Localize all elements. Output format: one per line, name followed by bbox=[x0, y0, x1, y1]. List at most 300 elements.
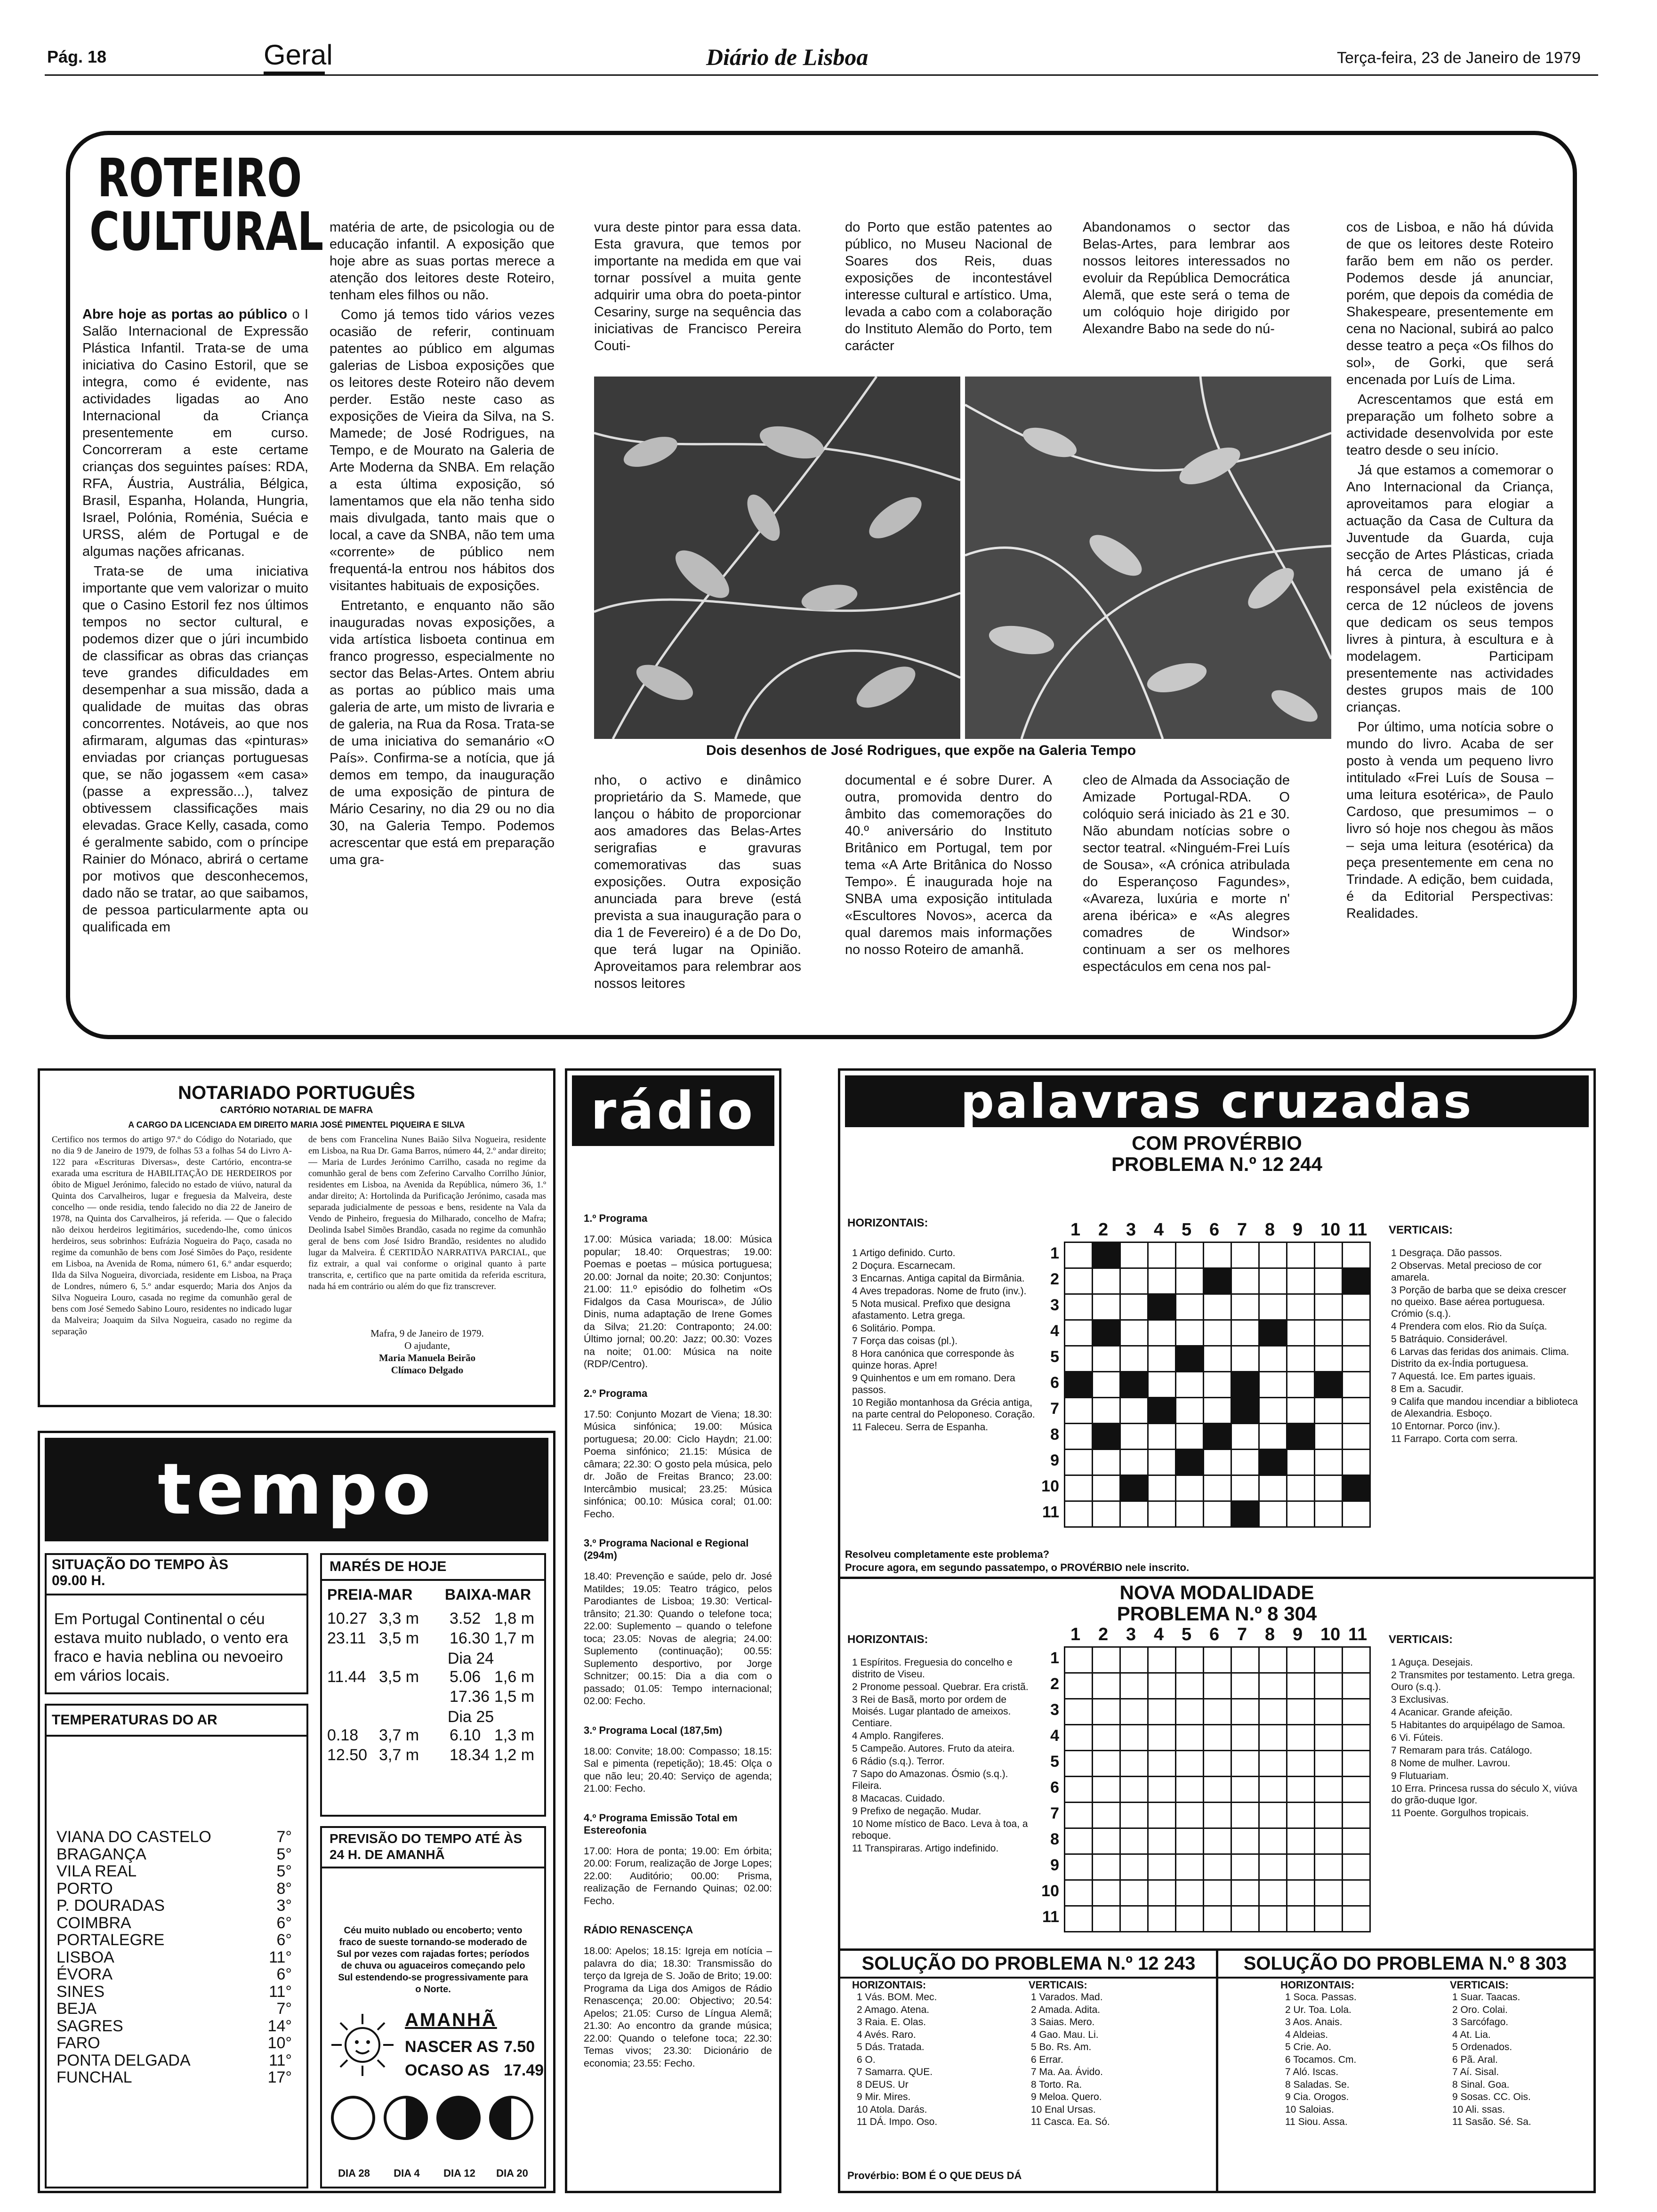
grid-cell[interactable] bbox=[1287, 1268, 1315, 1294]
roteiro-col3-top: vura deste pintor para essa data. Esta gravura, que temos por importante na medida em que vai tornar possível a muita gente adquirir uma obra do poeta-pintor Cesariny, surge na sequência das iniciativas de Francisco Pereira Couti- bbox=[594, 220, 801, 353]
grid-cell[interactable] bbox=[1204, 1906, 1231, 1932]
grid-cell[interactable] bbox=[1065, 1699, 1093, 1725]
grid-cell[interactable] bbox=[1287, 1294, 1315, 1320]
grid-block bbox=[1176, 1346, 1204, 1372]
preia-mar-label: PREIA-MAR bbox=[327, 1586, 413, 1603]
clue-item: 2 Amada. Adita. bbox=[1031, 2004, 1101, 2015]
grid-cell[interactable] bbox=[1093, 1450, 1120, 1475]
grid-cell[interactable] bbox=[1065, 1725, 1093, 1751]
grid-cell[interactable] bbox=[1148, 1268, 1176, 1294]
grid-cell[interactable] bbox=[1315, 1725, 1343, 1751]
grid-cell[interactable] bbox=[1315, 1906, 1343, 1932]
grid-cell[interactable] bbox=[1231, 1346, 1259, 1372]
grid-cell[interactable] bbox=[1176, 1751, 1204, 1777]
grid-cell[interactable] bbox=[1343, 1501, 1370, 1527]
grid-cell[interactable] bbox=[1259, 1725, 1287, 1751]
grid-cell[interactable] bbox=[1065, 1803, 1093, 1828]
grid-cell[interactable] bbox=[1065, 1346, 1093, 1372]
grid-cell[interactable] bbox=[1176, 1828, 1204, 1854]
clue-item: 9 Flutuariam. bbox=[1391, 1771, 1449, 1781]
grid-cell[interactable] bbox=[1231, 1268, 1259, 1294]
p1-grid[interactable] bbox=[1064, 1242, 1371, 1528]
grid-cell[interactable] bbox=[1065, 1854, 1093, 1880]
grid-cell[interactable] bbox=[1204, 1346, 1231, 1372]
grid-cell[interactable] bbox=[1176, 1398, 1204, 1424]
grid-cell[interactable] bbox=[1231, 1777, 1259, 1803]
grid-cell[interactable] bbox=[1231, 1725, 1259, 1751]
temperature-row bbox=[56, 1949, 297, 1966]
grid-cell[interactable] bbox=[1231, 1424, 1259, 1450]
grid-column-number: 5 bbox=[1182, 1220, 1192, 1240]
ocaso-value: 17.49 bbox=[504, 2061, 544, 2079]
grid-cell[interactable] bbox=[1120, 1828, 1148, 1854]
grid-cell[interactable] bbox=[1148, 1803, 1176, 1828]
ocaso-label: OCASO AS bbox=[405, 2061, 490, 2079]
grid-cell[interactable] bbox=[1231, 1673, 1259, 1699]
proverbio: Provérbio: BOM É O QUE DEUS DÁ bbox=[847, 2170, 1022, 2181]
grid-cell[interactable] bbox=[1287, 1777, 1315, 1803]
grid-cell[interactable] bbox=[1343, 1294, 1370, 1320]
grid-cell[interactable] bbox=[1204, 1398, 1231, 1424]
p2-grid[interactable] bbox=[1064, 1646, 1371, 1932]
grid-cell[interactable] bbox=[1065, 1906, 1093, 1932]
grid-cell[interactable] bbox=[1065, 1501, 1093, 1527]
tide-low-time: 18.34 bbox=[450, 1746, 490, 1764]
grid-cell[interactable] bbox=[1148, 1242, 1176, 1268]
grid-cell[interactable] bbox=[1093, 1699, 1120, 1725]
grid-cell[interactable] bbox=[1259, 1501, 1287, 1527]
grid-cell[interactable] bbox=[1065, 1777, 1093, 1803]
grid-column-number: 6 bbox=[1209, 1220, 1220, 1240]
grid-cell[interactable] bbox=[1120, 1854, 1148, 1880]
clue-item: 9 Mir. Mires. bbox=[857, 2092, 911, 2102]
grid-cell[interactable] bbox=[1231, 1751, 1259, 1777]
clue-item: 7 Samarra. QUE. bbox=[857, 2067, 933, 2077]
grid-cell[interactable] bbox=[1259, 1346, 1287, 1372]
baixa-mar-label: BAIXA-MAR bbox=[445, 1586, 531, 1603]
notariado-subtitle2: A CARGO DA LICENCIADA EM DIREITO MARIA JOSÉ PIMENTEL PIQUEIRA E SILVA bbox=[128, 1120, 465, 1130]
grid-cell[interactable] bbox=[1315, 1346, 1343, 1372]
grid-row-number: 8 bbox=[1050, 1830, 1059, 1848]
grid-column-number: 6 bbox=[1209, 1625, 1220, 1644]
grid-cell[interactable] bbox=[1315, 1880, 1343, 1906]
grid-cell[interactable] bbox=[1287, 1699, 1315, 1725]
grid-cell[interactable] bbox=[1315, 1268, 1343, 1294]
grid-cell[interactable] bbox=[1315, 1673, 1343, 1699]
grid-row-number: 5 bbox=[1050, 1753, 1059, 1771]
clue-item: 9 Cia. Orogos. bbox=[1285, 2092, 1349, 2102]
grid-cell[interactable] bbox=[1231, 1906, 1259, 1932]
temperature-value: 11° bbox=[269, 1948, 292, 1966]
radio-program-text: 18.00: Apelos; 18.15: Igreja em notícia – palavra do dia; 18.30: Transmissão do terço da Igreja de S. João de Brito; 19.00: Programa da Liga dos Amigos de Rádio Renascença; 20.00: Objectivo; 20.54: Apelos; 21.05: Curso de Língua Alemã; 21.30: Ao encontro da grande música; 22.00: Quando o telefone toca; 22.30: Temas vivos; 23.30: Dicionário de economia; 23.55: Fecho. bbox=[584, 1945, 772, 2069]
grid-cell[interactable] bbox=[1148, 1854, 1176, 1880]
grid-cell[interactable] bbox=[1343, 1699, 1370, 1725]
notariado-signature bbox=[308, 1327, 546, 1376]
temperature-value: 10° bbox=[267, 2034, 292, 2052]
grid-block bbox=[1231, 1501, 1259, 1527]
grid-cell[interactable] bbox=[1259, 1398, 1287, 1424]
grid-cell[interactable] bbox=[1259, 1906, 1287, 1932]
grid-cell[interactable] bbox=[1315, 1803, 1343, 1828]
grid-cell[interactable] bbox=[1231, 1450, 1259, 1475]
grid-cell[interactable] bbox=[1065, 1880, 1093, 1906]
temperature-value: 5° bbox=[276, 1845, 292, 1863]
grid-cell[interactable] bbox=[1093, 1725, 1120, 1751]
p2-vertical-clues bbox=[1391, 1657, 1579, 1820]
radio-program-heading: RÁDIO RENASCENÇA bbox=[584, 1924, 693, 1936]
grid-cell[interactable] bbox=[1343, 1854, 1370, 1880]
grid-cell[interactable] bbox=[1315, 1320, 1343, 1346]
grid-cell[interactable] bbox=[1148, 1880, 1176, 1906]
radio-banner: rádio bbox=[572, 1075, 774, 1146]
grid-cell[interactable] bbox=[1176, 1803, 1204, 1828]
grid-cell[interactable] bbox=[1148, 1828, 1176, 1854]
tide-low-height: 1,7 m bbox=[494, 1629, 535, 1647]
grid-cell[interactable] bbox=[1259, 1647, 1287, 1673]
grid-cell[interactable] bbox=[1343, 1751, 1370, 1777]
grid-cell[interactable] bbox=[1343, 1906, 1370, 1932]
clue-item: 8 Em a. Sacudir. bbox=[1391, 1384, 1464, 1395]
grid-cell[interactable] bbox=[1343, 1828, 1370, 1854]
grid-cell[interactable] bbox=[1287, 1450, 1315, 1475]
grid-cell[interactable] bbox=[1204, 1294, 1231, 1320]
grid-cell[interactable] bbox=[1065, 1450, 1093, 1475]
sol1-v bbox=[1031, 1992, 1191, 2129]
grid-cell[interactable] bbox=[1120, 1880, 1148, 1906]
clue-item: 9 Califa que mandou incendiar a biblioteca de Alexandria. Esboço. bbox=[1391, 1396, 1578, 1419]
grid-cell[interactable] bbox=[1176, 1294, 1204, 1320]
grid-cell[interactable] bbox=[1065, 1398, 1093, 1424]
clue-item: 11 DÁ. Impo. Oso. bbox=[857, 2116, 938, 2127]
grid-cell[interactable] bbox=[1176, 1880, 1204, 1906]
grid-cell[interactable] bbox=[1093, 1906, 1120, 1932]
grid-cell[interactable] bbox=[1287, 1501, 1315, 1527]
grid-cell[interactable] bbox=[1204, 1372, 1231, 1398]
grid-cell[interactable] bbox=[1093, 1673, 1120, 1699]
grid-cell[interactable] bbox=[1315, 1424, 1343, 1450]
radio-program-heading: 4.º Programa Emissão Total em Estereofonia bbox=[584, 1811, 738, 1836]
grid-cell[interactable] bbox=[1315, 1294, 1343, 1320]
grid-cell[interactable] bbox=[1231, 1828, 1259, 1854]
grid-cell[interactable] bbox=[1176, 1725, 1204, 1751]
grid-cell[interactable] bbox=[1065, 1268, 1093, 1294]
tide-row bbox=[327, 1610, 544, 1629]
grid-cell[interactable] bbox=[1231, 1475, 1259, 1501]
grid-cell[interactable] bbox=[1287, 1475, 1315, 1501]
roteiro-col4-bottom: documental e é sobre Durer. A outra, promovida dentro do âmbito das comemorações do 40.º aniversário do Instituto Britânico em Portugal, tem por tema «A Arte Britânica do Nosso Tempo». É inaugurada hoje na SNBA uma exposição intitulada «Escultores Novos», acerca da qual daremos mais informações no nosso Roteiro de amanhã. bbox=[845, 773, 1052, 957]
grid-cell[interactable] bbox=[1120, 1242, 1148, 1268]
grid-cell[interactable] bbox=[1093, 1501, 1120, 1527]
clue-item: 3 Raia. E. Olas. bbox=[857, 2017, 926, 2028]
grid-row-number: 5 bbox=[1050, 1348, 1059, 1366]
grid-cell[interactable] bbox=[1315, 1242, 1343, 1268]
grid-cell[interactable] bbox=[1176, 1424, 1204, 1450]
grid-cell[interactable] bbox=[1093, 1372, 1120, 1398]
grid-cell[interactable] bbox=[1231, 1294, 1259, 1320]
grid-cell[interactable] bbox=[1204, 1880, 1231, 1906]
grid-cell[interactable] bbox=[1120, 1320, 1148, 1346]
grid-cell[interactable] bbox=[1120, 1647, 1148, 1673]
grid-cell[interactable] bbox=[1148, 1777, 1176, 1803]
grid-cell[interactable] bbox=[1065, 1647, 1093, 1673]
grid-cell[interactable] bbox=[1204, 1673, 1231, 1699]
grid-cell[interactable] bbox=[1148, 1647, 1176, 1673]
tide-low-height: 1,6 m bbox=[494, 1668, 535, 1686]
mares-rule bbox=[320, 1579, 546, 1581]
tide-low-height: 1,2 m bbox=[494, 1746, 535, 1764]
clue-item: 11 Poente. Gorgulhos tropicais. bbox=[1391, 1808, 1529, 1819]
grid-cell[interactable] bbox=[1176, 1673, 1204, 1699]
grid-cell[interactable] bbox=[1204, 1777, 1231, 1803]
header-rule bbox=[45, 74, 1598, 76]
previsao-text: Céu muito nublado ou encoberto; vento fraco de sueste tornando-se moderado de Sul por vezes com rajadas fortes; períodos de chuva ou aguaceiros começando pelo Sul estendendo-se progressivamente para o Norte. bbox=[337, 1925, 530, 1995]
grid-cell[interactable] bbox=[1204, 1475, 1231, 1501]
grid-cell[interactable] bbox=[1343, 1777, 1370, 1803]
temperature-city: PORTO bbox=[56, 1879, 113, 1898]
grid-cell[interactable] bbox=[1259, 1673, 1287, 1699]
grid-cell[interactable] bbox=[1120, 1294, 1148, 1320]
grid-cell[interactable] bbox=[1148, 1725, 1176, 1751]
grid-cell[interactable] bbox=[1259, 1242, 1287, 1268]
grid-cell[interactable] bbox=[1287, 1647, 1315, 1673]
grid-cell[interactable] bbox=[1176, 1320, 1204, 1346]
clue-item: 3 Exclusivas. bbox=[1391, 1694, 1449, 1705]
grid-cell[interactable] bbox=[1065, 1673, 1093, 1699]
grid-cell[interactable] bbox=[1287, 1320, 1315, 1346]
grid-cell[interactable] bbox=[1148, 1475, 1176, 1501]
grid-cell[interactable] bbox=[1204, 1699, 1231, 1725]
grid-cell[interactable] bbox=[1259, 1828, 1287, 1854]
clue-item: 8 Macacas. Cuidado. bbox=[852, 1793, 945, 1804]
sol-title-rule bbox=[840, 1977, 1593, 1979]
grid-cell[interactable] bbox=[1287, 1906, 1315, 1932]
grid-cell[interactable] bbox=[1287, 1854, 1315, 1880]
grid-cell[interactable] bbox=[1287, 1398, 1315, 1424]
grid-cell[interactable] bbox=[1120, 1398, 1148, 1424]
clue-item: 2 Transmites por testamento. Letra grega. Ouro (s.q.). bbox=[1391, 1670, 1576, 1692]
grid-cell[interactable] bbox=[1343, 1880, 1370, 1906]
grid-cell[interactable] bbox=[1259, 1751, 1287, 1777]
grid-cell[interactable] bbox=[1204, 1501, 1231, 1527]
grid-cell[interactable] bbox=[1065, 1424, 1093, 1450]
grid-cell[interactable] bbox=[1287, 1751, 1315, 1777]
grid-cell[interactable] bbox=[1093, 1398, 1120, 1424]
grid-cell[interactable] bbox=[1231, 1854, 1259, 1880]
tide-row bbox=[327, 1629, 544, 1649]
grid-cell[interactable] bbox=[1204, 1647, 1231, 1673]
grid-cell[interactable] bbox=[1287, 1372, 1315, 1398]
p1-title2: PROBLEMA N.º 12 244 bbox=[1111, 1153, 1322, 1175]
grid-cell[interactable] bbox=[1343, 1242, 1370, 1268]
grid-cell[interactable] bbox=[1231, 1242, 1259, 1268]
grid-cell[interactable] bbox=[1343, 1320, 1370, 1346]
grid-cell[interactable] bbox=[1287, 1880, 1315, 1906]
temperature-city: BRAGANÇA bbox=[56, 1845, 146, 1863]
grid-cell[interactable] bbox=[1176, 1777, 1204, 1803]
grid-cell[interactable] bbox=[1343, 1803, 1370, 1828]
grid-cell[interactable] bbox=[1093, 1346, 1120, 1372]
grid-cell[interactable] bbox=[1148, 1424, 1176, 1450]
clue-item: 6 Vi. Fúteis. bbox=[1391, 1732, 1443, 1743]
grid-cell[interactable] bbox=[1343, 1725, 1370, 1751]
grid-block bbox=[1148, 1398, 1176, 1424]
grid-cell[interactable] bbox=[1315, 1475, 1343, 1501]
grid-cell[interactable] bbox=[1120, 1424, 1148, 1450]
grid-cell[interactable] bbox=[1148, 1372, 1176, 1398]
grid-cell[interactable] bbox=[1148, 1320, 1176, 1346]
grid-cell[interactable] bbox=[1287, 1673, 1315, 1699]
grid-cell[interactable] bbox=[1343, 1424, 1370, 1450]
grid-cell[interactable] bbox=[1065, 1242, 1093, 1268]
grid-cell[interactable] bbox=[1120, 1268, 1148, 1294]
grid-cell[interactable] bbox=[1065, 1828, 1093, 1854]
clue-item: 5 Batráquio. Considerável. bbox=[1391, 1334, 1508, 1345]
grid-cell[interactable] bbox=[1176, 1647, 1204, 1673]
grid-column-number: 9 bbox=[1293, 1220, 1303, 1240]
grid-cell[interactable] bbox=[1287, 1803, 1315, 1828]
grid-cell[interactable] bbox=[1093, 1880, 1120, 1906]
grid-cell[interactable] bbox=[1204, 1828, 1231, 1854]
grid-cell[interactable] bbox=[1065, 1320, 1093, 1346]
p2-horizontal-clues bbox=[852, 1657, 1040, 1855]
grid-cell[interactable] bbox=[1259, 1777, 1287, 1803]
grid-cell[interactable] bbox=[1287, 1346, 1315, 1372]
grid-cell[interactable] bbox=[1315, 1828, 1343, 1854]
grid-cell[interactable] bbox=[1315, 1751, 1343, 1777]
grid-cell[interactable] bbox=[1231, 1699, 1259, 1725]
grid-cell[interactable] bbox=[1259, 1294, 1287, 1320]
grid-cell[interactable] bbox=[1093, 1854, 1120, 1880]
grid-cell[interactable] bbox=[1176, 1854, 1204, 1880]
grid-cell[interactable] bbox=[1093, 1268, 1120, 1294]
clue-item: 7 Aló. Iscas. bbox=[1285, 2067, 1339, 2077]
grid-column-number: 9 bbox=[1293, 1625, 1303, 1644]
grid-cell[interactable] bbox=[1120, 1906, 1148, 1932]
clue-item: 10 Nome místico de Baco. Leva à toa, a reboque. bbox=[852, 1819, 1028, 1841]
grid-cell[interactable] bbox=[1148, 1346, 1176, 1372]
grid-cell[interactable] bbox=[1343, 1346, 1370, 1372]
clue-item: 3 Saias. Mero. bbox=[1031, 2017, 1095, 2028]
grid-cell[interactable] bbox=[1148, 1450, 1176, 1475]
sunrise bbox=[405, 2038, 535, 2056]
grid-cell[interactable] bbox=[1093, 1751, 1120, 1777]
temperature-row bbox=[56, 2035, 297, 2052]
grid-cell[interactable] bbox=[1204, 1803, 1231, 1828]
grid-cell[interactable] bbox=[1065, 1294, 1093, 1320]
grid-cell[interactable] bbox=[1287, 1828, 1315, 1854]
grid-cell[interactable] bbox=[1120, 1450, 1148, 1475]
grid-cell[interactable] bbox=[1343, 1398, 1370, 1424]
grid-cell[interactable] bbox=[1176, 1242, 1204, 1268]
grid-cell[interactable] bbox=[1176, 1372, 1204, 1398]
grid-cell[interactable] bbox=[1120, 1803, 1148, 1828]
grid-cell[interactable] bbox=[1343, 1647, 1370, 1673]
grid-cell[interactable] bbox=[1343, 1450, 1370, 1475]
grid-cell[interactable] bbox=[1231, 1647, 1259, 1673]
grid-cell[interactable] bbox=[1204, 1450, 1231, 1475]
temperature-city: FARO bbox=[56, 2034, 100, 2052]
grid-cell[interactable] bbox=[1315, 1854, 1343, 1880]
grid-cell[interactable] bbox=[1120, 1777, 1148, 1803]
clue-item: 6 O. bbox=[857, 2054, 876, 2065]
grid-cell[interactable] bbox=[1204, 1242, 1231, 1268]
grid-cell[interactable] bbox=[1315, 1398, 1343, 1424]
grid-cell[interactable] bbox=[1120, 1346, 1148, 1372]
tide-day: Dia 24 bbox=[447, 1650, 494, 1667]
grid-cell[interactable] bbox=[1231, 1880, 1259, 1906]
grid-cell[interactable] bbox=[1148, 1673, 1176, 1699]
grid-cell[interactable] bbox=[1065, 1475, 1093, 1501]
grid-cell[interactable] bbox=[1120, 1751, 1148, 1777]
grid-cell[interactable] bbox=[1287, 1242, 1315, 1268]
grid-cell[interactable] bbox=[1176, 1501, 1204, 1527]
grid-cell[interactable] bbox=[1148, 1906, 1176, 1932]
grid-cell[interactable] bbox=[1315, 1647, 1343, 1673]
temperaturas-rule bbox=[45, 1735, 308, 1737]
grid-cell[interactable] bbox=[1343, 1673, 1370, 1699]
grid-cell[interactable] bbox=[1120, 1501, 1148, 1527]
grid-column-number: 1 bbox=[1070, 1220, 1081, 1240]
grid-cell[interactable] bbox=[1204, 1725, 1231, 1751]
moon-phases bbox=[330, 2094, 541, 2184]
grid-cell[interactable] bbox=[1259, 1475, 1287, 1501]
grid-cell[interactable] bbox=[1287, 1725, 1315, 1751]
grid-cell[interactable] bbox=[1065, 1751, 1093, 1777]
temperature-city: P. DOURADAS bbox=[56, 1897, 165, 1915]
grid-cell[interactable] bbox=[1148, 1751, 1176, 1777]
grid-cell[interactable] bbox=[1176, 1268, 1204, 1294]
grid-cell[interactable] bbox=[1176, 1475, 1204, 1501]
grid-cell[interactable] bbox=[1204, 1854, 1231, 1880]
grid-cell[interactable] bbox=[1093, 1647, 1120, 1673]
grid-cell[interactable] bbox=[1093, 1294, 1120, 1320]
grid-cell[interactable] bbox=[1120, 1673, 1148, 1699]
grid-cell[interactable] bbox=[1176, 1699, 1204, 1725]
grid-cell[interactable] bbox=[1204, 1320, 1231, 1346]
grid-cell[interactable] bbox=[1343, 1372, 1370, 1398]
grid-cell[interactable] bbox=[1315, 1699, 1343, 1725]
grid-cell[interactable] bbox=[1148, 1699, 1176, 1725]
grid-cell[interactable] bbox=[1315, 1777, 1343, 1803]
grid-cell[interactable] bbox=[1120, 1699, 1148, 1725]
grid-cell[interactable] bbox=[1259, 1803, 1287, 1828]
grid-cell[interactable] bbox=[1259, 1424, 1287, 1450]
grid-cell[interactable] bbox=[1231, 1803, 1259, 1828]
grid-cell[interactable] bbox=[1093, 1777, 1120, 1803]
grid-cell[interactable] bbox=[1176, 1906, 1204, 1932]
grid-cell[interactable] bbox=[1259, 1699, 1287, 1725]
grid-cell[interactable] bbox=[1259, 1372, 1287, 1398]
tide-high-time: 0.18 bbox=[327, 1726, 359, 1744]
temperature-city: PONTA DELGADA bbox=[56, 2051, 191, 2069]
grid-cell[interactable] bbox=[1093, 1475, 1120, 1501]
grid-cell[interactable] bbox=[1259, 1880, 1287, 1906]
grid-cell[interactable] bbox=[1148, 1501, 1176, 1527]
p1-title1: COM PROVÉRBIO bbox=[1132, 1132, 1302, 1154]
grid-cell[interactable] bbox=[1259, 1854, 1287, 1880]
grid-cell[interactable] bbox=[1231, 1320, 1259, 1346]
grid-cell[interactable] bbox=[1204, 1751, 1231, 1777]
grid-cell[interactable] bbox=[1259, 1268, 1287, 1294]
tide-high-time: 11.44 bbox=[327, 1668, 366, 1686]
grid-cell[interactable] bbox=[1120, 1725, 1148, 1751]
grid-cell[interactable] bbox=[1315, 1450, 1343, 1475]
grid-cell[interactable] bbox=[1093, 1803, 1120, 1828]
moon-last-quarter-icon bbox=[488, 2094, 535, 2141]
grid-cell[interactable] bbox=[1315, 1501, 1343, 1527]
grid-cell[interactable] bbox=[1093, 1828, 1120, 1854]
grid-block bbox=[1093, 1242, 1120, 1268]
